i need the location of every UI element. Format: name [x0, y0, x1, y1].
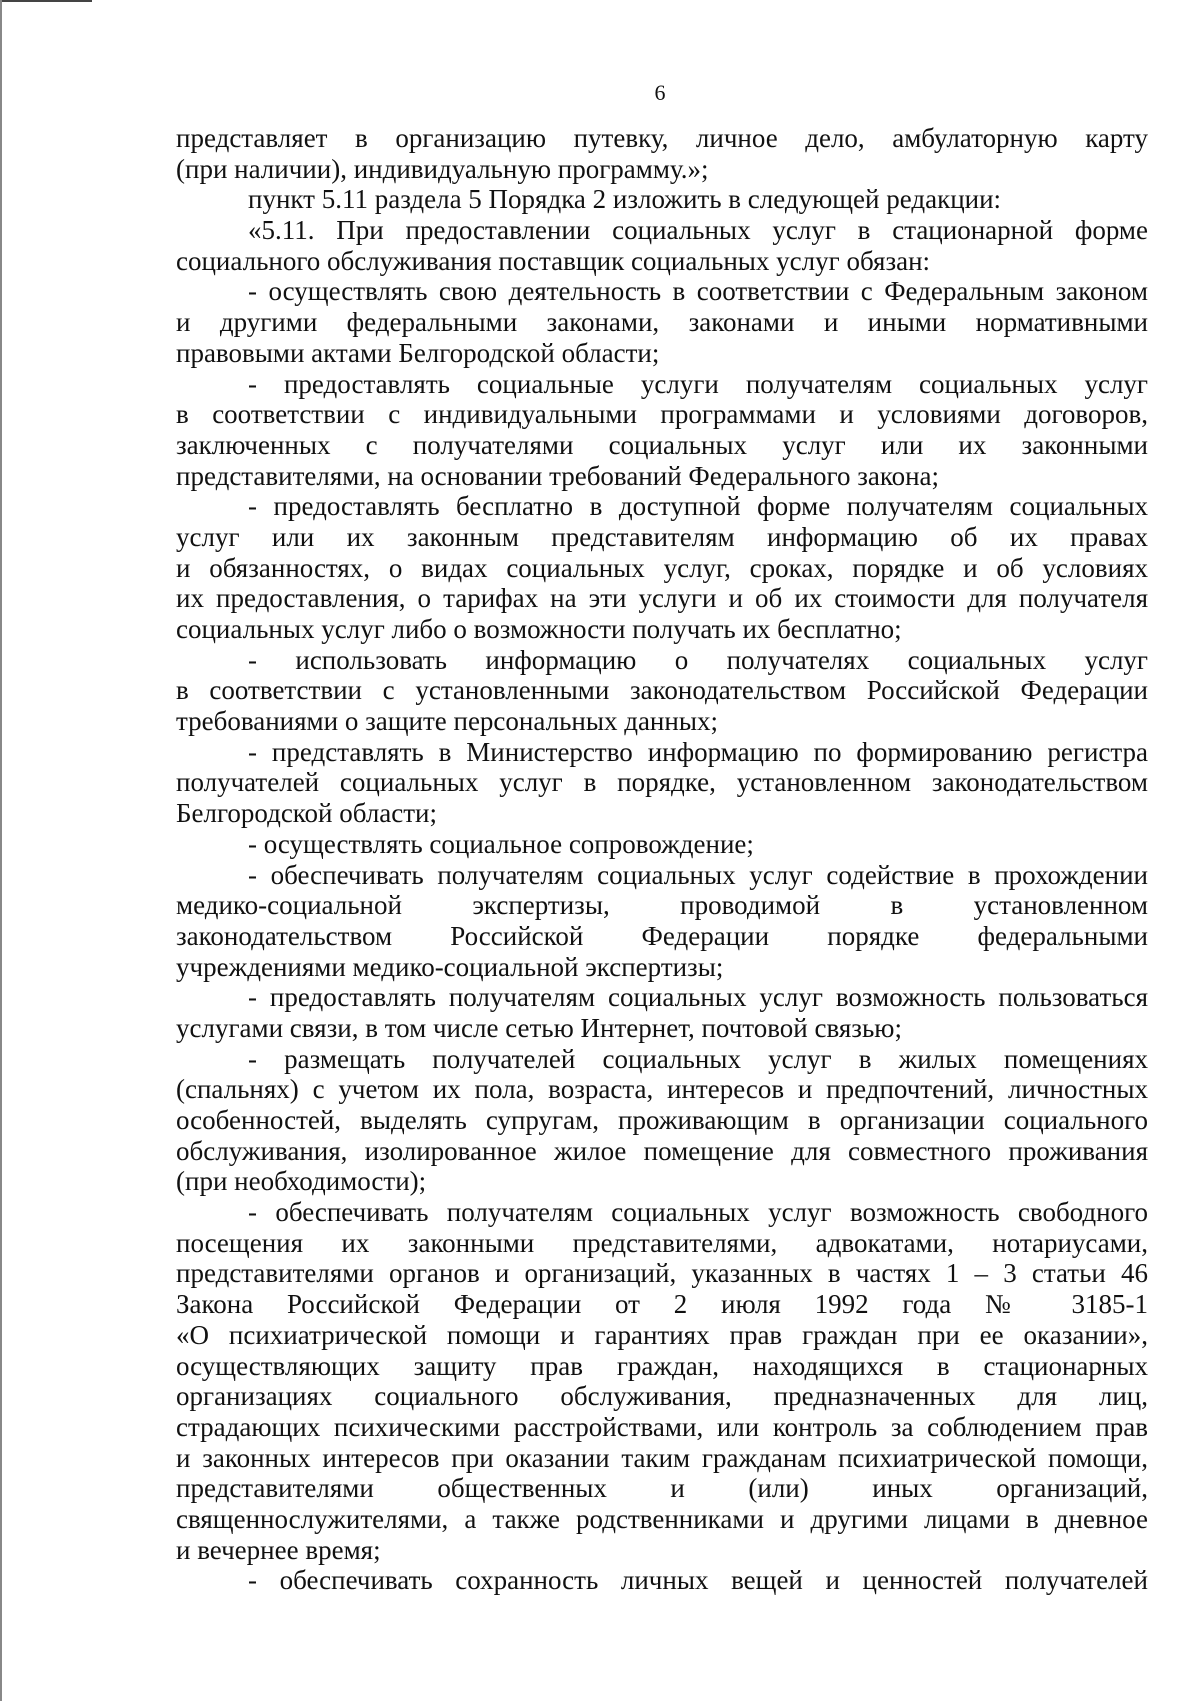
text-line: медико-социальной экспертизы, проводимой в установленном [176, 890, 1148, 921]
text-line: - размещать получателей социальных услуг в жилых помещениях [248, 1043, 1148, 1074]
text-line: и вечернее время; [176, 1534, 381, 1565]
text-line: их предоставления, о тарифах на эти услуги и об их стоимости для получателя [176, 583, 1148, 614]
text-line: и законных интересов при оказании таким гражданам психиатрической помощи, [176, 1442, 1148, 1473]
text-line: особенностей, выделять супругам, проживающим в организации социального [176, 1105, 1148, 1135]
text-line: - осуществлять свою деятельность в соответствии с Федеральным законом [248, 276, 1148, 307]
text-line: - обеспечивать получателям социальных услуг возможность свободного [248, 1197, 1148, 1228]
text-line: социальных услуг либо о возможности получать их бесплатно; [176, 614, 902, 644]
text-line: законодательством Российской Федерации порядке федеральными [176, 920, 1148, 951]
document-body [176, 123, 1148, 1596]
text-line: и обязанностях, о видах социальных услуг, сроках, порядке и об условиях [176, 552, 1148, 583]
text-line: в соответствии с установленными законодательством Российской Федерации [176, 675, 1148, 706]
text-line: обслуживания, изолированное жилое помещение для совместного проживания [176, 1135, 1148, 1166]
text-line: (при необходимости); [176, 1166, 427, 1197]
text-line: требованиями о защите персональных данных; [176, 706, 718, 737]
text-line: - использовать информацию о получателях социальных услуг [248, 644, 1148, 675]
scan-edge-top [0, 0, 92, 2]
text-line: услуг или их законным представителям информацию об их правах [176, 521, 1148, 552]
text-line: заключенных с получателями социальных услуг или их законными [176, 429, 1148, 460]
text-line: правовыми актами Белгородской области; [176, 337, 660, 368]
text-line: организациях социального обслуживания, предназначенных для лиц, [176, 1381, 1148, 1412]
text-line: пункт 5.11 раздела 5 Порядка 2 изложить в следующей редакции: [248, 184, 1002, 215]
text-line: посещения их законными представителями, адвокатами, нотариусами, [176, 1227, 1148, 1258]
text-line: представляет в организацию путевку, личное дело, амбулаторную карту [176, 123, 1148, 153]
text-line: (при наличии), индивидуальную программу.»; [176, 153, 709, 184]
text-line: представителями, на основании требований Федерального закона; [176, 460, 940, 491]
text-line: - предоставлять получателям социальных услуг возможность пользоваться [248, 982, 1148, 1013]
text-line: «5.11. При предоставлении социальных услуг в стационарной форме [248, 215, 1148, 246]
text-line: осуществляющих защиту прав граждан, находящихся в стационарных [176, 1350, 1148, 1381]
text-line: представителями органов и организаций, указанных в частях 1 – 3 статьи 46 [176, 1258, 1148, 1289]
text-line: страдающих психическими расстройствами, или контроль за соблюдением прав [176, 1411, 1148, 1442]
text-line: в соответствии с индивидуальными программами и условиями договоров, [176, 399, 1148, 430]
text-line: социального обслуживания поставщик социальных услуг обязан: [176, 245, 931, 276]
text-line: - обеспечивать получателям социальных услуг содействие в прохождении [248, 859, 1148, 890]
text-line: Белгородской области; [176, 798, 438, 829]
text-line: учреждениями медико-социальной экспертизы; [176, 951, 724, 982]
scan-edge-left [0, 0, 2, 1701]
text-line: представителями общественных и (или) иных организаций, [176, 1473, 1148, 1504]
text-line: - представлять в Министерство информацию по формированию регистра [248, 736, 1148, 767]
text-line: Закона Российской Федерации от 2 июля 1992 года № 3185-1 [176, 1289, 1148, 1320]
text-line: - осуществлять социальное сопровождение; [248, 828, 754, 859]
text-line: услугами связи, в том числе сетью Интернет, почтовой связью; [176, 1012, 902, 1043]
text-line: и другими федеральными законами, законами и иными нормативными [176, 307, 1148, 338]
text-line: - предоставлять бесплатно в доступной форме получателям социальных [248, 491, 1148, 522]
page-number: 6 [654, 80, 666, 105]
text-line: «О психиатрической помощи и гарантиях прав граждан при ее оказании», [176, 1319, 1148, 1350]
text-line: - обеспечивать сохранность личных вещей и ценностей получателей [248, 1565, 1148, 1596]
text-line: получателей социальных услуг в порядке, установленном законодательством [176, 767, 1148, 798]
text-line: - предоставлять социальные услуги получателям социальных услуг [248, 368, 1148, 399]
text-line: (спальнях) с учетом их пола, возраста, интересов и предпочтений, личностных [176, 1074, 1148, 1105]
text-line: священнослужителями, а также родственниками и другими лицами в дневное [176, 1503, 1148, 1534]
